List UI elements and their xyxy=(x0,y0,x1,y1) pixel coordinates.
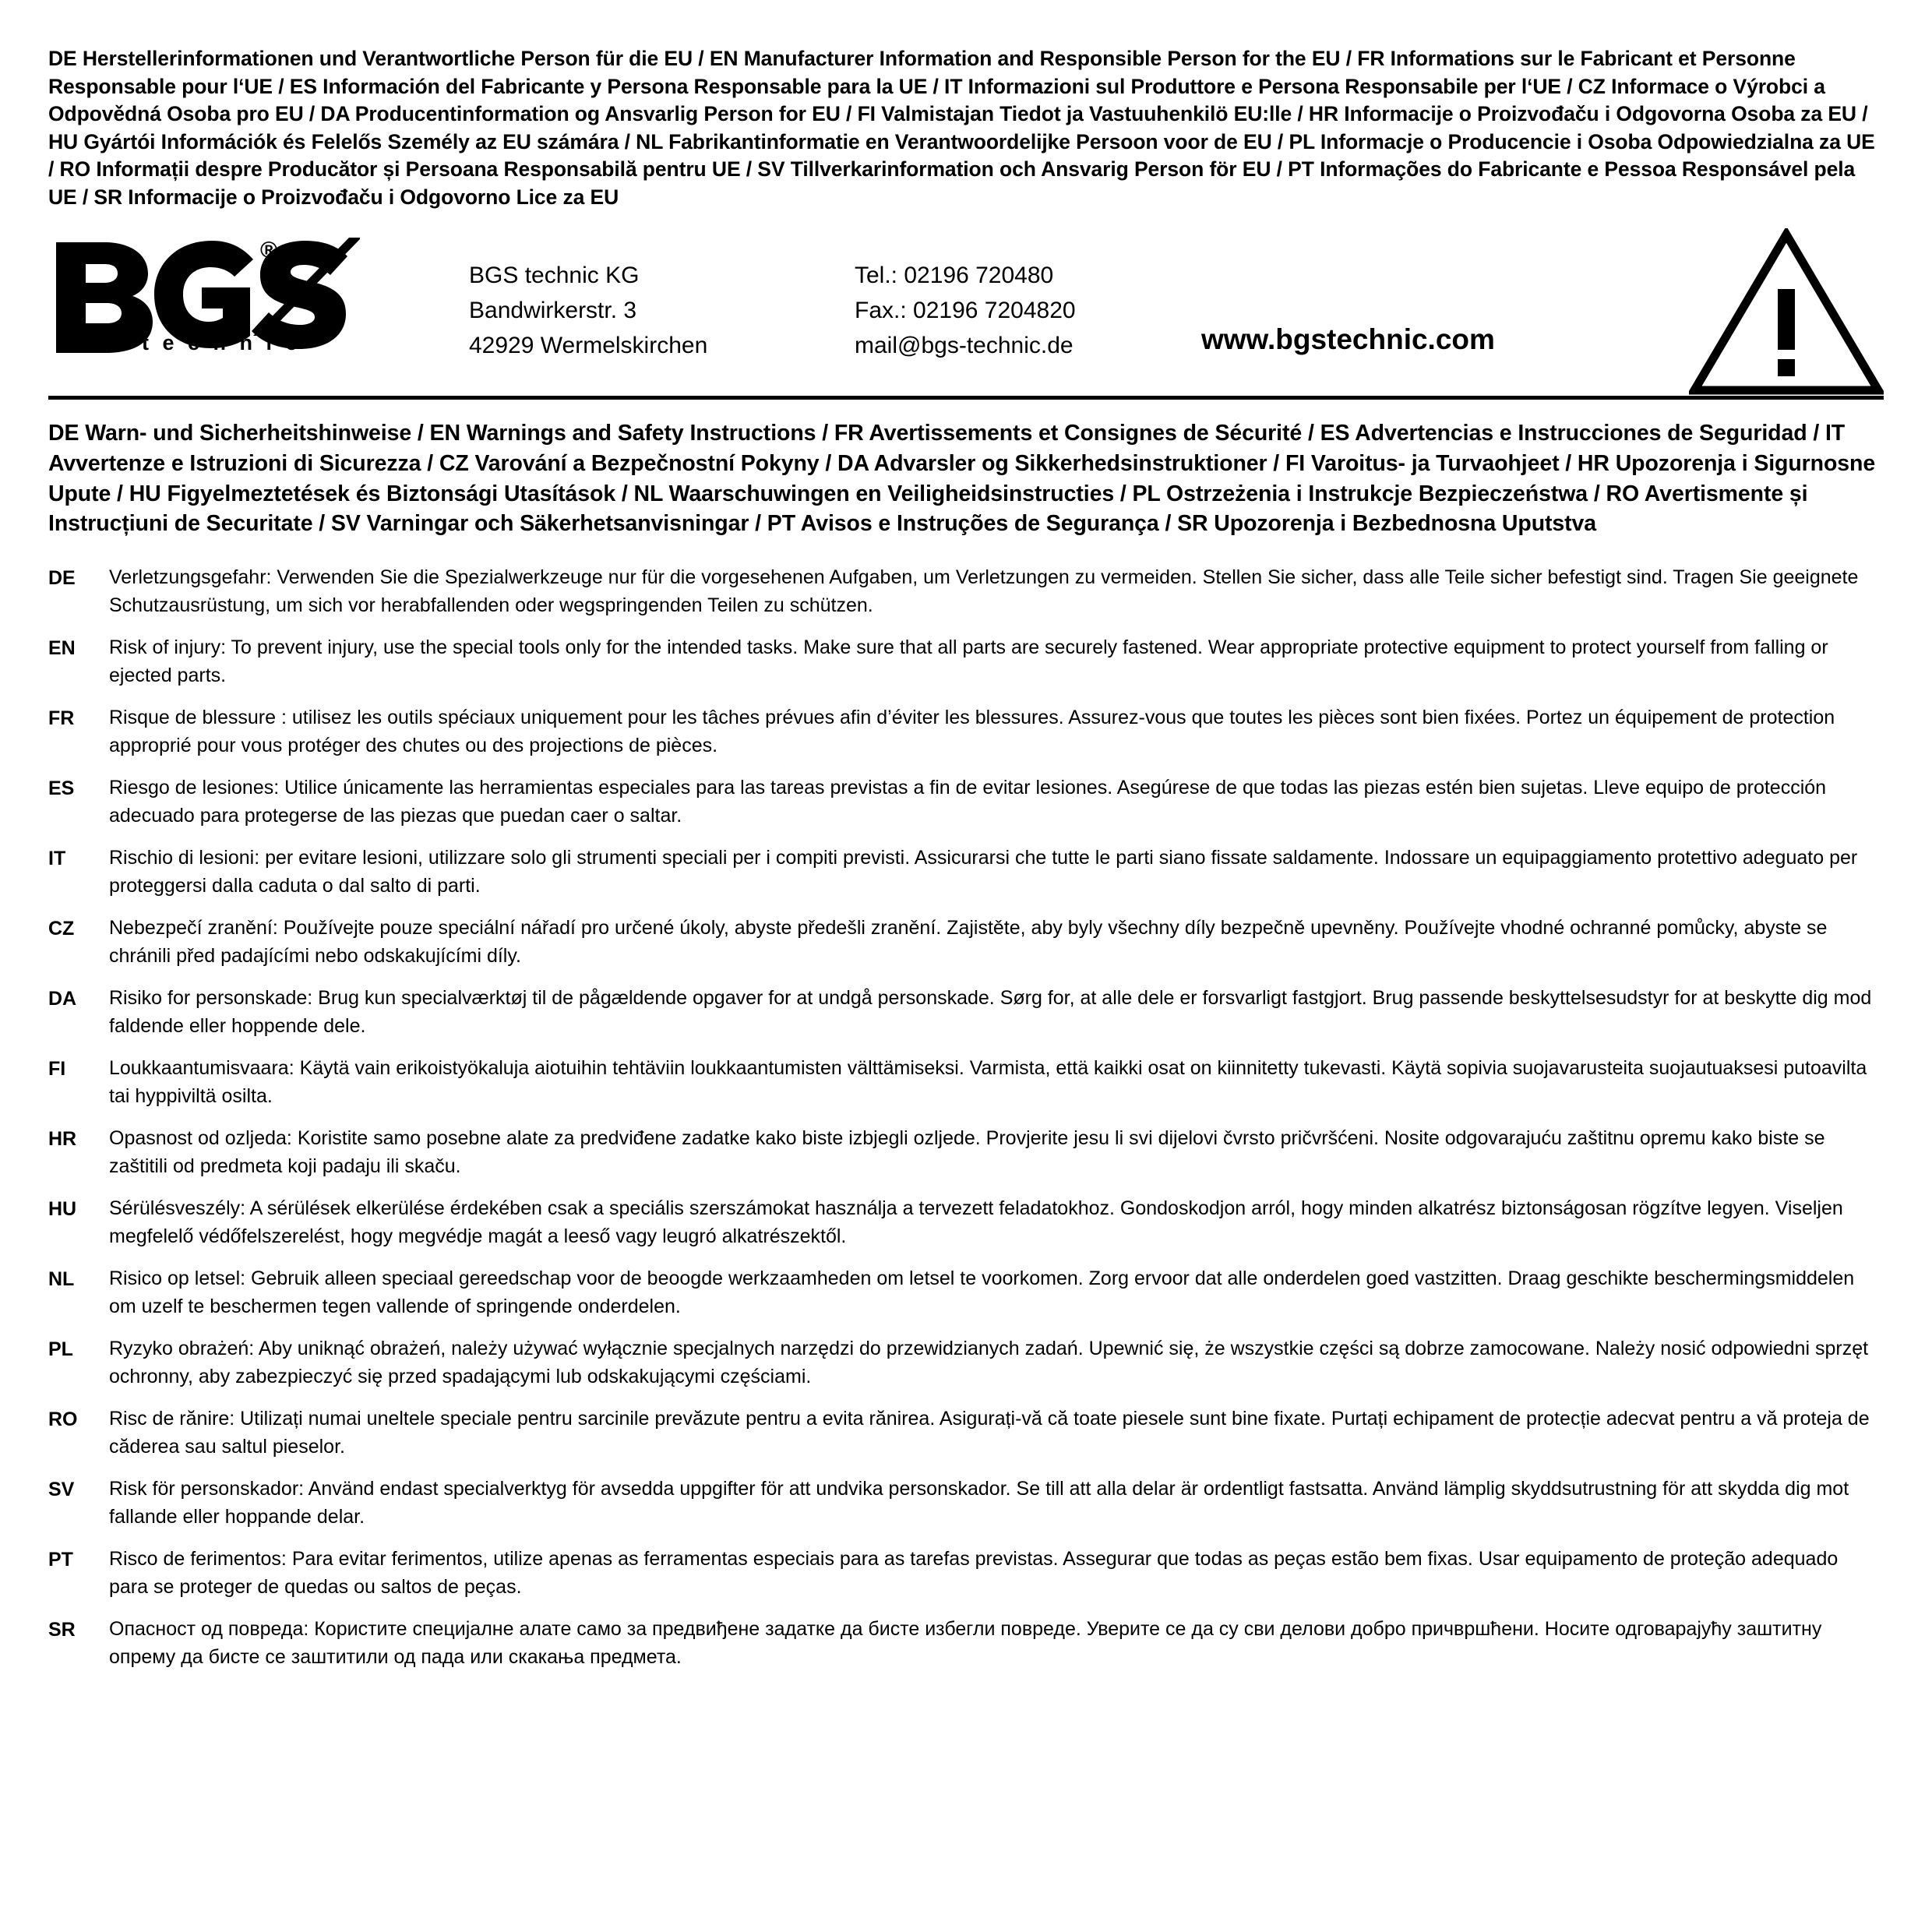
language-text: Opasnost od ozljeda: Koristite samo posebne alate za predviđene zadatke kako biste izbjegli ozljede. Provjerite jesu li svi dijelovi čvrsto pričvršćeni. Nosite odgovarajuću zaštitnu opremu kako biste se zaštitili od predmeta koji padaju ili skaču. xyxy=(109,1127,1825,1177)
company-street: Bandwirkerstr. 3 xyxy=(469,298,637,323)
list-item xyxy=(48,985,1884,1040)
list-item xyxy=(48,1055,1884,1110)
language-code: SV xyxy=(48,1479,75,1500)
svg-text:®: ® xyxy=(260,238,278,263)
company-email: mail@bgs-technic.de xyxy=(855,333,1074,358)
list-item xyxy=(48,704,1884,760)
language-code: NL xyxy=(48,1268,75,1290)
language-text: Risiko for personskade: Brug kun specialværktøj til de pågældende opgaver for at undgå personskade. Sørg for, at alle dele er forsvarligt fastgjort. Brug passende beskyttelsesudstyr for at beskytte dig mod faldende eller hoppende dele. xyxy=(109,987,1872,1037)
list-item xyxy=(48,844,1884,900)
list-item xyxy=(48,915,1884,970)
company-info-block xyxy=(48,228,1884,396)
company-website: www.bgstechnic.com xyxy=(1201,323,1495,355)
language-code: ES xyxy=(48,777,75,799)
language-code: DA xyxy=(48,988,77,1010)
language-text: Risico op letsel: Gebruik alleen speciaal gereedschap voor de beoogde werkzaamheden om letsel te voorkomen. Zorg ervoor dat alle onderdelen goed vastzitten. Draag geschikte beschermingsmiddelen om uzelf te beschermen tegen vallende of springende onderdelen. xyxy=(109,1267,1855,1317)
language-code: FR xyxy=(48,707,75,729)
company-fax: Fax.: 02196 7204820 xyxy=(855,298,1076,323)
language-code: HR xyxy=(48,1128,77,1150)
language-text: Опасност од повреда: Користите специјалне алате само за предвиђене задатке да бисте избегли повреде. Уверите се да су сви делови добро причвршћени. Носите одговарајућу заштитну опрему да бисте се заштитили од пада или скакања предмета. xyxy=(109,1618,1822,1668)
language-text: Sérülésveszély: A sérülések elkerülése érdekében csak a speciális szerszámokat használja a tervezett feladatokhoz. Gondoskodjon arról, hogy minden alkatrész biztonságosan rögzítve legyen. Viseljen megfelelő védőfelszerelést, hogy megvédje magát a leeső vagy leugró alkatrészektől. xyxy=(109,1197,1843,1247)
bgs-logo xyxy=(48,236,360,353)
language-code: PT xyxy=(48,1549,73,1571)
company-name: BGS technic KG xyxy=(469,263,640,288)
language-text: Riesgo de lesiones: Utilice únicamente las herramientas especiales para las tareas previstas a fin de evitar lesiones. Asegúrese de que todas las piezas estén bien sujetas. Lleve equipo de protección adecuado para protegerse de las piezas que puedan caer o saltar. xyxy=(109,777,1827,827)
language-code: SR xyxy=(48,1619,76,1641)
company-city: 42929 Wermelskirchen xyxy=(469,333,708,358)
language-text: Risk för personskador: Använd endast specialverktyg för avsedda uppgifter för att undvika personskador. Se till att alla delar är ordentligt fastsatta. Använd lämplig skyddsutrustning för att skydda dig mot fallande eller hoppande delar. xyxy=(109,1478,1849,1528)
language-code: DE xyxy=(48,567,76,589)
svg-text:t e c h n i c: t e c h n i c xyxy=(142,331,301,353)
language-text: Risk of injury: To prevent injury, use the special tools only for the intended tasks. Make sure that all parts are securely fastened. Wear appropriate protective equipment to protect yourself from falling or ejected parts. xyxy=(109,636,1828,686)
list-item xyxy=(48,564,1884,619)
list-item xyxy=(48,1546,1884,1601)
language-text: Loukkaantumisvaara: Käytä vain erikoistyökaluja aiotuihin tehtäviin loukkaantumisten välttämiseksi. Varmista, että kaikki osat on kiinnitetty tukevasti. Käytä sopivia suojavarusteita suojautuaksesi putoavilta tai hyppiviltä osilta. xyxy=(109,1057,1867,1107)
list-item xyxy=(48,774,1884,830)
manufacturer-info-heading: DE Herstellerinformationen und Verantwortliche Person für die EU / EN Manufacturer Information and Responsible Person for the EU / FR Informations sur le Fabricant et Personne Responsable pour l‘UE / ES Información del Fabricante y Persona Responsable para la UE / IT Informazioni sul Produttore e Persona Responsabile per l‘UE / CZ Informace o Výrobci a Odpovědná Osoba pro EU / DA Producentinformation og Ansvarlig Person for EU / FI Valmistajan Tiedot ja Vastuuhenkilö EU:lle / HR Informacije o Proizvođaču i Odgovorna Osoba za EU / HU Gyártói Információk és Felelős Személy az EU számára / NL Fabrikantinformatie en Verantwoordelijke Persoon voor de EU / PL Informacje o Producencie i Osoba Odpowiedzialna za UE / RO Informații despre Producător și Persoana Responsabilă pentru UE / SV Tillverkarinformation och Ansvarig Person för EU / PT Informações do Fabricante e Pessoa Responsável pela UE / SR Informacije o Proizvođaču i Odgovorno Lice za EU xyxy=(48,47,1875,209)
company-tel: Tel.: 02196 720480 xyxy=(855,263,1054,288)
language-code: PL xyxy=(48,1338,73,1360)
language-text: Risc de rănire: Utilizați numai uneltele speciale pentru sarcinile prevăzute pentru a evita rănirea. Asigurați-vă că toate piesele sunt bine fixate. Purtați echipament de protecție adecvat pentru a vă proteja de căderea sau saltul pieselor. xyxy=(109,1408,1870,1458)
list-item xyxy=(48,1125,1884,1180)
language-code: RO xyxy=(48,1408,78,1430)
list-item xyxy=(48,1265,1884,1320)
language-text: Ryzyko obrażeń: Aby uniknąć obrażeń, należy używać wyłącznie specjalnych narzędzi do przewidzianych zadań. Upewnić się, że wszystkie części są dobrze zamocowane. Należy nosić odpowiedni sprzęt ochronny, aby zabezpieczyć się przed spadającymi lub odskakującymi częściami. xyxy=(109,1338,1869,1387)
warning-triangle-icon xyxy=(1689,228,1884,396)
language-code: FI xyxy=(48,1058,66,1080)
company-address xyxy=(469,258,707,363)
language-instruction-list xyxy=(48,564,1884,1671)
list-item xyxy=(48,1475,1884,1531)
list-item xyxy=(48,1335,1884,1391)
language-code: HU xyxy=(48,1198,77,1220)
header-divider xyxy=(48,396,1884,400)
language-text: Rischio di lesioni: per evitare lesioni, utilizzare solo gli strumenti speciali per i compiti previsti. Assicurarsi che tutte le parti siano fissate saldamente. Indossare un equipaggiamento protettivo adeguato per proteggersi dalla caduta o dal salto di parti. xyxy=(109,847,1858,897)
language-text: Risque de blessure : utilisez les outils spéciaux uniquement pour les tâches prévues afin d’éviter les blessures. Assurez-vous que toutes les pièces sont bien fixées. Portez un équipement de protection approprié pour vous protéger des chutes ou des projections de pièces. xyxy=(109,707,1835,756)
list-item xyxy=(48,1405,1884,1461)
language-code: IT xyxy=(48,848,66,869)
company-contact xyxy=(855,258,1076,363)
list-item xyxy=(48,1195,1884,1250)
list-item xyxy=(48,634,1884,689)
language-code: EN xyxy=(48,637,76,659)
language-text: Risco de ferimentos: Para evitar ferimentos, utilize apenas as ferramentas especiais para as tarefas previstas. Assegurar que todas as peças estão bem fixas. Usar equipamento de proteção adequado para se proteger de quedas ou saltos de peças. xyxy=(109,1548,1839,1598)
safety-instructions-heading: DE Warn- und Sicherheitshinweise / EN Warnings and Safety Instructions / FR Avertissements et Consignes de Sécurité / ES Advertencias e Instrucciones de Seguridad / IT Avvertenze e Istruzioni di Sicurezza / CZ Varování a Bezpečnostní Pokyny / DA Advarsler og Sikkerhedsinstruktioner / FI Varoitus- ja Turvaohjeet / HR Upozorenja i Sigurnosne Upute / HU Figyelmeztetések és Biztonsági Utasítások / NL Waarschuwingen en Veiligheidsinstructies / PL Ostrzeżenia i Instrukcje Bezpieczeństwa / RO Avertismente și Instrucțiuni de Securitate / SV Varningar och Säkerhetsanvisningar / PT Avisos e Instruções de Segurança / SR Upozorenja i Bezbednosna Uputstva xyxy=(48,421,1876,537)
language-code: CZ xyxy=(48,918,75,940)
list-item xyxy=(48,1616,1884,1671)
language-text: Nebezpečí zranění: Používejte pouze speciální nářadí pro určené úkoly, abyste předešli zranění. Zajistěte, aby byly všechny díly bezpečně upevněny. Používejte vhodné ochranné pomůcky, abyste se chránili před padajícími nebo odskakujícími díly. xyxy=(109,917,1828,967)
language-text: Verletzungsgefahr: Verwenden Sie die Spezialwerkzeuge nur für die vorgesehenen Aufgaben, um Verletzungen zu vermeiden. Stellen Sie sicher, dass alle Teile sicher befestigt sind. Tragen Sie geeignete Schutzausrüstung, um sich vor herabfallenden oder wegspringenden Teilen zu schützen. xyxy=(109,566,1859,616)
